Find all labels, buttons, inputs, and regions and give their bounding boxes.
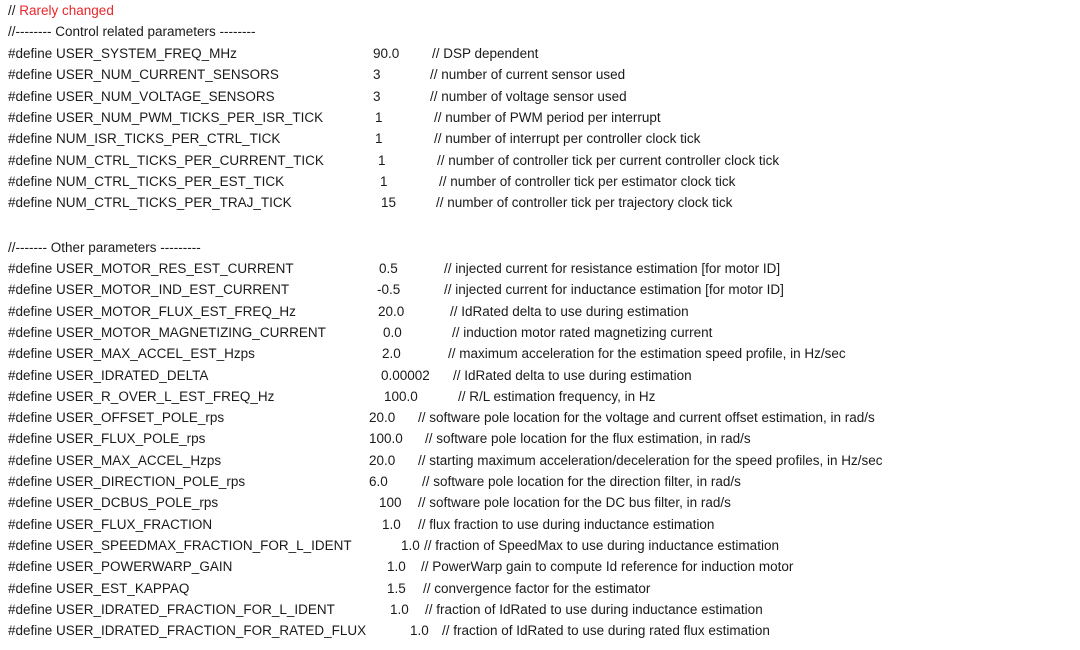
define-comment: // fraction of SpeedMax to use during inductance estimation [424,537,779,553]
define-name: #define USER_IDRATED_FRACTION_FOR_RATED_FLUX [8,623,367,639]
define-value: 90.0 [373,46,400,61]
define-name: #define USER_DCBUS_POLE_rps [8,495,219,511]
define-comment: // number of PWM period per interrupt [434,109,661,125]
define-comment: // IdRated delta to use during estimation [453,367,692,383]
define-line [8,129,701,149]
define-comment: // induction motor rated magnetizing current [452,324,713,340]
define-name: #define USER_MAX_ACCEL_EST_Hzps [8,346,255,362]
define-comment: // fraction of IdRated to use during inductance estimation [425,601,763,617]
define-value: 1 [375,109,383,125]
define-name: #define USER_MOTOR_IND_EST_CURRENT [8,282,290,298]
define-line [8,557,794,577]
define-comment: // software pole location for the flux estimation, in rad/s [425,431,751,447]
define-value: 100 [379,495,402,511]
define-comment: // number of current sensor used [430,67,626,83]
define-name: #define USER_FLUX_FRACTION [8,516,213,532]
define-name: #define USER_SYSTEM_FREQ_MHz [8,46,237,61]
define-line [8,387,656,407]
define-line [8,579,651,599]
define-name: #define USER_SPEEDMAX_FRACTION_FOR_L_IDENT [8,537,352,553]
define-name: #define USER_FLUX_POLE_rps [8,431,206,447]
define-value: 2.0 [382,346,401,362]
define-value: 1.0 [401,537,420,553]
define-name: #define USER_DIRECTION_POLE_rps [8,474,246,489]
define-name: #define USER_NUM_PWM_TICKS_PER_ISR_TICK [8,109,324,125]
define-name: #define USER_MOTOR_MAGNETIZING_CURRENT [8,324,326,340]
define-name: #define USER_NUM_VOLTAGE_SENSORS [8,88,275,104]
define-line [8,600,763,620]
define-line [8,65,626,85]
define-name: #define USER_EST_KAPPAQ [8,580,190,596]
define-name: #define USER_POWERWARP_GAIN [8,559,233,575]
define-value: 20.0 [369,410,396,426]
define-line [8,515,715,535]
comment-prefix: // [8,3,20,18]
define-value: 3 [373,67,381,83]
rarely-changed-label: Rarely changed [19,3,114,18]
define-value: 1.0 [382,516,401,532]
define-value: 15 [381,195,397,211]
define-value: 1 [380,173,388,189]
define-comment: // R/L estimation frequency, in Hz [458,388,656,404]
define-comment: // number of interrupt per controller clock tick [434,131,701,147]
define-comment: // injected current for resistance estimation [for motor ID] [444,261,781,276]
define-comment: // software pole location for the voltage and current offset estimation, in rad/s [418,410,875,426]
define-line [8,366,692,386]
define-comment: // number of controller tick per estimator clock tick [439,173,736,189]
define-comment: // flux fraction to use during inductance estimation [418,516,715,532]
define-value: 100.0 [384,388,418,404]
control-section-header: //-------- Control related parameters -------- [8,24,256,39]
define-comment: // DSP dependent [432,46,539,61]
define-name: #define USER_MOTOR_FLUX_EST_FREQ_Hz [8,303,296,319]
define-value: 6.0 [369,474,388,489]
define-line [8,344,846,364]
define-comment: // starting maximum acceleration/deceleration for the speed profiles, in Hz/sec [418,452,883,468]
define-line [8,151,780,171]
define-line [8,472,741,492]
other-section-header: //------- Other parameters --------- [8,240,201,255]
define-line [8,172,736,192]
define-value: 1.0 [410,623,429,639]
define-line [8,302,689,322]
define-comment: // maximum acceleration for the estimation speed profile, in Hz/sec [448,346,846,362]
define-value: 1 [375,131,383,147]
define-name: #define NUM_CTRL_TICKS_PER_TRAJ_TICK [8,195,292,211]
define-line [8,323,713,343]
define-name: #define NUM_CTRL_TICKS_PER_EST_TICK [8,173,285,189]
define-value: 1.5 [387,580,406,596]
define-comment: // number of voltage sensor used [430,88,627,104]
define-line [8,259,781,279]
define-value: -0.5 [377,282,401,298]
define-line [8,87,627,107]
define-value: 1.0 [390,601,409,617]
define-name: #define USER_OFFSET_POLE_rps [8,410,225,426]
define-comment: // PowerWarp gain to compute Id reference for induction motor [421,559,794,575]
define-value: 100.0 [369,431,403,447]
define-line [8,408,875,428]
define-comment: // IdRated delta to use during estimation [450,303,689,319]
define-value: 20.0 [378,303,405,319]
define-value: 1.0 [387,559,406,575]
define-comment: // injected current for inductance estimation [for motor ID] [444,282,784,298]
define-name: #define USER_NUM_CURRENT_SENSORS [8,67,279,83]
define-comment: // number of controller tick per trajectory clock tick [436,195,733,211]
define-value: 0.5 [379,261,398,276]
define-value: 3 [373,88,381,104]
define-value: 20.0 [369,452,396,468]
define-name: #define USER_R_OVER_L_EST_FREQ_Hz [8,388,275,404]
define-line [8,44,539,64]
define-line [8,493,731,513]
rarely-changed-comment [8,1,114,21]
define-line [8,280,784,300]
define-value: 1 [378,152,386,168]
define-line [8,429,751,449]
define-value: 0.0 [383,324,402,340]
define-line [8,621,770,641]
define-line [8,193,733,213]
define-name: #define NUM_ISR_TICKS_PER_CTRL_TICK [8,131,281,147]
define-line [8,108,661,128]
define-comment: // software pole location for the direction filter, in rad/s [422,474,741,489]
define-comment: // number of controller tick per current controller clock tick [437,152,780,168]
define-name: #define USER_IDRATED_FRACTION_FOR_L_IDENT [8,601,335,617]
define-name: #define NUM_CTRL_TICKS_PER_CURRENT_TICK [8,152,324,168]
define-name: #define USER_IDRATED_DELTA [8,367,209,383]
define-value: 0.00002 [381,367,430,383]
define-name: #define USER_MOTOR_RES_EST_CURRENT [8,261,294,276]
define-name: #define USER_MAX_ACCEL_Hzps [8,452,222,468]
define-comment: // convergence factor for the estimator [423,580,651,596]
define-line [8,536,779,556]
define-line [8,451,883,471]
define-comment: // software pole location for the DC bus filter, in rad/s [418,495,731,511]
define-comment: // fraction of IdRated to use during rated flux estimation [442,623,770,639]
